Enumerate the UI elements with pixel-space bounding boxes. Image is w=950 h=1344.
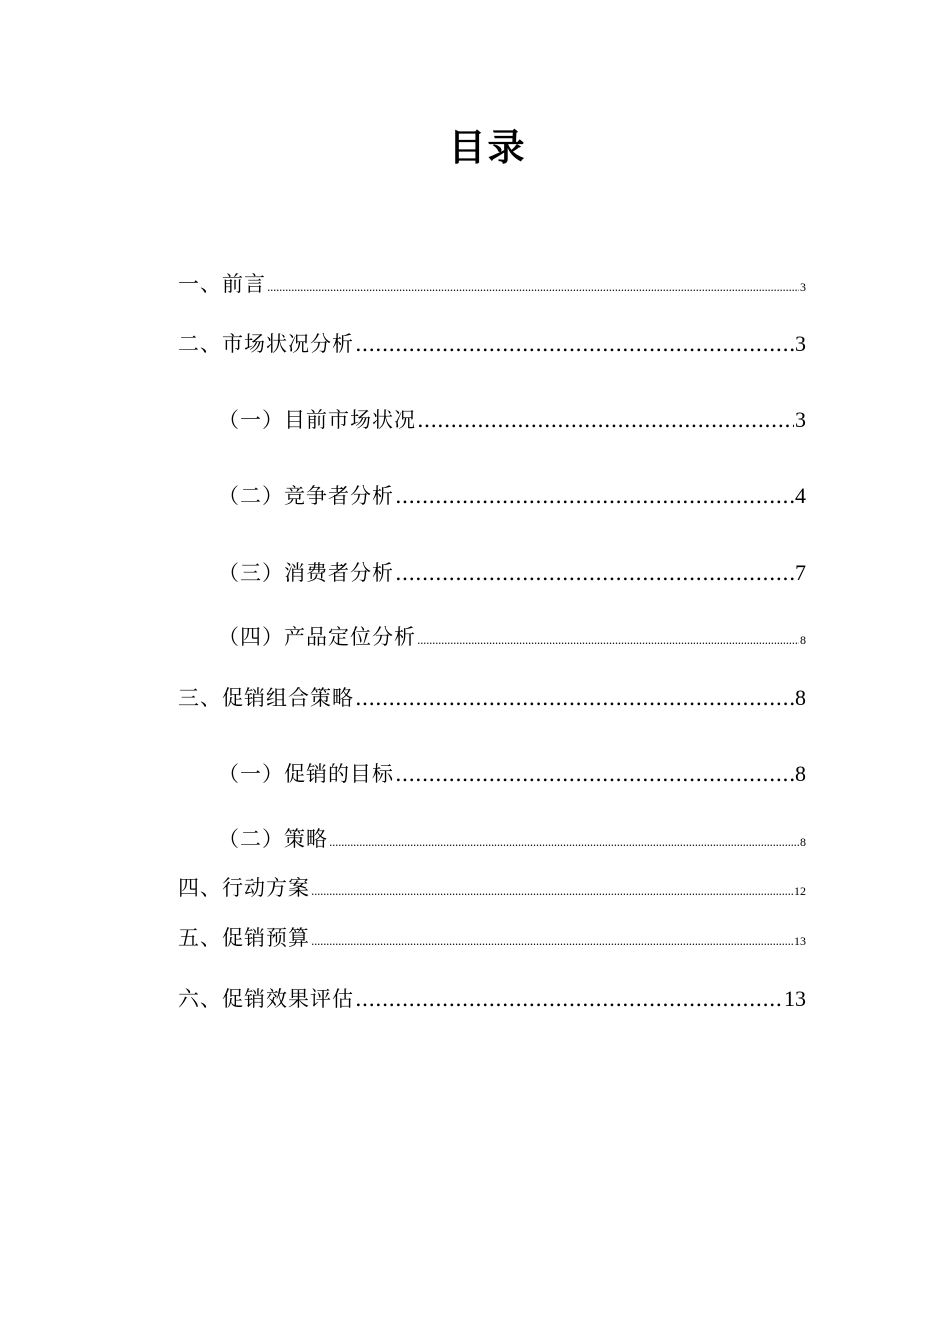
- toc-dot-leader: [329, 829, 799, 857]
- page-title: 目录: [448, 126, 527, 169]
- toc-entry-label: （三）消费者分析: [218, 561, 394, 585]
- toc-page-number: 3: [795, 331, 806, 356]
- toc-entry-current-market[interactable]: [218, 406, 806, 434]
- toc-dot-leader: [311, 928, 793, 956]
- toc-dot-leader: [395, 482, 794, 510]
- toc-dot-leader: [267, 274, 799, 302]
- toc-page-number: 8: [800, 633, 806, 647]
- toc-dot-leader: [355, 684, 794, 712]
- toc-entry-competitor-analysis[interactable]: [218, 482, 806, 510]
- toc-entry-label: 六、促销效果评估: [178, 987, 354, 1011]
- toc-entry-action-plan[interactable]: [178, 874, 806, 906]
- toc-entry-promotion-budget[interactable]: [178, 924, 806, 956]
- toc-dot-leader: [311, 878, 793, 906]
- toc-entry-promotion-strategy[interactable]: [178, 684, 806, 712]
- toc-entry-label: 五、促销预算: [178, 926, 310, 950]
- toc-entry-label: 一、前言: [178, 272, 266, 296]
- toc-page-number: 4: [795, 483, 806, 508]
- toc-page-number: 3: [800, 280, 806, 294]
- toc-entry-strategy[interactable]: [218, 825, 806, 857]
- toc-entry-label: 二、市场状况分析: [178, 332, 354, 356]
- toc-page-number: 8: [795, 685, 806, 710]
- toc-entry-foreword[interactable]: [178, 270, 806, 302]
- toc-dot-leader: [417, 627, 799, 655]
- toc-page-number: 13: [794, 934, 806, 948]
- toc-dot-leader: [395, 760, 794, 788]
- toc-dot-leader: [355, 985, 783, 1013]
- toc-page-number: 3: [795, 407, 806, 432]
- toc-entry-effect-evaluation[interactable]: [178, 985, 806, 1013]
- toc-entry-label: （四）产品定位分析: [218, 625, 416, 649]
- toc-entry-label: （二）竞争者分析: [218, 484, 394, 508]
- toc-entry-product-positioning[interactable]: [218, 623, 806, 655]
- toc-page-number: 8: [795, 761, 806, 786]
- toc-entry-label: 三、促销组合策略: [178, 686, 354, 710]
- toc-entry-market-analysis[interactable]: [178, 330, 806, 358]
- toc-entry-label: （一）目前市场状况: [218, 408, 416, 432]
- toc-dot-leader: [355, 330, 794, 358]
- toc-page-number: 8: [800, 835, 806, 849]
- toc-entry-label: （一）促销的目标: [218, 762, 394, 786]
- toc-entry-label: 四、行动方案: [178, 876, 310, 900]
- toc-page-number: 7: [795, 560, 806, 585]
- toc-dot-leader: [395, 559, 794, 587]
- toc-dot-leader: [417, 406, 794, 434]
- toc-entry-promotion-goals[interactable]: [218, 760, 806, 788]
- toc-page-number: 13: [784, 986, 806, 1011]
- toc-page-number: 12: [794, 884, 806, 898]
- toc-entry-consumer-analysis[interactable]: [218, 559, 806, 587]
- toc-entry-label: （二）策略: [218, 827, 328, 851]
